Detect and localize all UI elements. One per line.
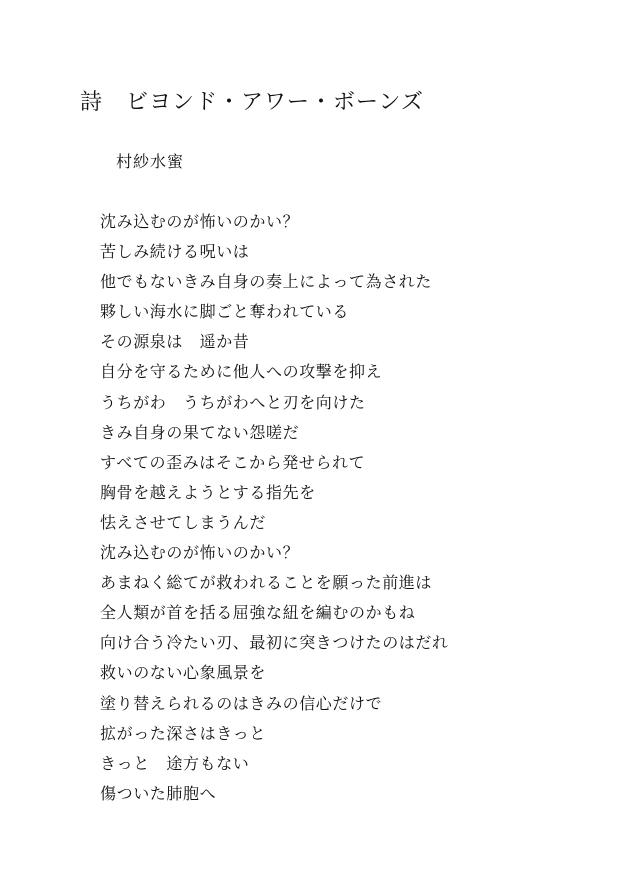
poem-line: その源泉は 遥か昔 <box>100 332 250 352</box>
poem-line: 苦しみ続ける呪いは <box>100 242 250 262</box>
poem-line: うちがわ うちがわへと刃を向けた <box>100 392 366 412</box>
poem-line: あまねく総てが救われることを願った前進は <box>100 573 433 593</box>
author-name: 村紗水蜜 <box>116 152 185 171</box>
poem-line: 沈み込むのが怖いのかい？ <box>100 212 300 231</box>
poem-line: 傷ついた肺胞へ <box>100 783 217 803</box>
poem-line: きみ自身の果てない怨嗟だ <box>100 422 300 442</box>
poem-line: 全人類が首を括る屈強な紐を編むのかもね <box>100 603 416 623</box>
poem-line: 自分を守るために他人への攻撃を抑え <box>100 362 383 382</box>
poem-line: 拡がった深さはきっと <box>100 723 267 743</box>
poem-line: 怯えさせてしまうんだ <box>100 512 267 532</box>
poem-line: 他でもないきみ自身の奏上によって為された <box>100 272 433 292</box>
poem-body <box>100 207 449 809</box>
poem-line: 塗り替えられるのはきみの信心だけで <box>100 693 383 713</box>
poem-line: 胸骨を越えようとする指先を <box>100 482 316 502</box>
poem-line: すべての歪みはそこから発せられて <box>100 452 366 472</box>
poem-line: 夥しい海水に脚ごと奪われている <box>100 302 350 322</box>
poem-line: 向け合う冷たい刃、最初に突きつけたのはだれ <box>100 633 449 653</box>
poem-title: 詩 ビヨンド・アワー・ボーンズ <box>80 90 424 115</box>
poem-line: 沈み込むのが怖いのかい？ <box>100 543 300 563</box>
poem-line: 救いのない心象風景を <box>100 663 267 683</box>
poem-line: きっと 途方もない <box>100 753 250 773</box>
